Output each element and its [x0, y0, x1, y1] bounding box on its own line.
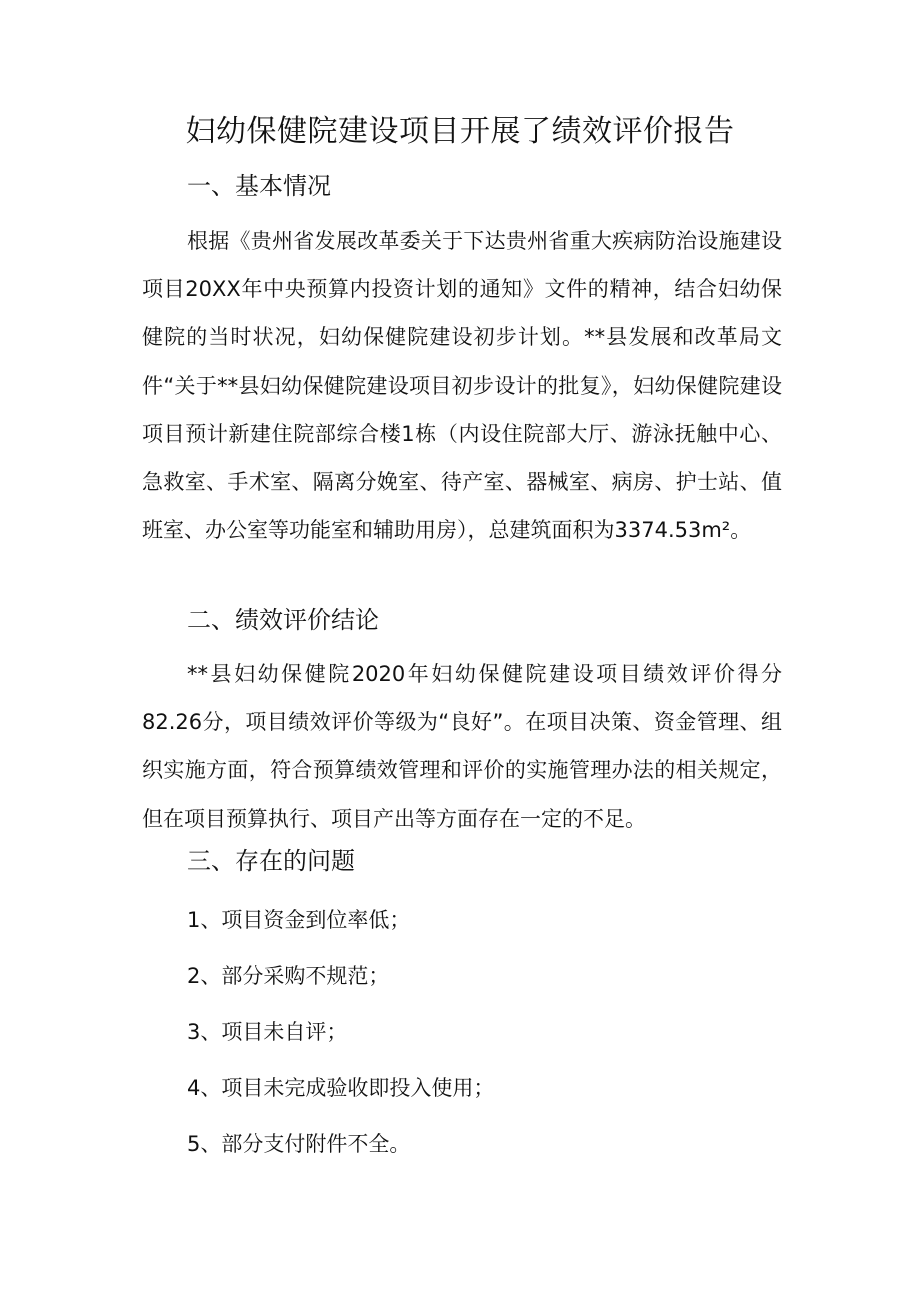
document-title: 妇幼保健院建设项目开展了绩效评价报告 — [185, 114, 735, 149]
section-heading-conclusion: 二、绩效评价结论 — [187, 606, 379, 634]
list-item: 5、部分支付附件不全。 — [187, 1132, 411, 1156]
list-item: 3、项目未自评； — [187, 1020, 348, 1044]
list-item: 2、部分采购不规范； — [187, 964, 390, 988]
list-item: 4、项目未完成验收即投入使用； — [187, 1076, 495, 1100]
section-heading-problems: 三、存在的问题 — [187, 847, 355, 875]
section-paragraph-basic-info: 根据《贵州省发展改革委关于下达贵州省重大疾病防治设施建设项目20XX年中央预算内投资计划的通知》文件的精神，结合妇幼保健院的当时状况，妇幼保健院建设初步计划。**县发展和改革局文件“关于**县妇幼保健院建设项目初步设计的批复》，妇幼保健院建设项目预计新建住院部综合楼1栋（内设住院部大厅、游泳抚触中心、急救室、手术室、隔离分娩室、待产室、器械室、病房、护士站、值班室、办公室等功能室和辅助用房），总建筑面积为3374.53m²。 — [142, 229, 782, 543]
section-heading-basic-info: 一、基本情况 — [187, 172, 331, 200]
list-item: 1、项目资金到位率低； — [187, 908, 411, 932]
section-paragraph-conclusion: **县妇幼保健院2020年妇幼保健院建设项目绩效评价得分82.26分，项目绩效评价等级为“良好”。在项目决策、资金管理、组织实施方面，符合预算绩效管理和评价的实施管理办法的相关规定，但在项目预算执行、项目产出等方面存在一定的不足。 — [142, 662, 782, 831]
